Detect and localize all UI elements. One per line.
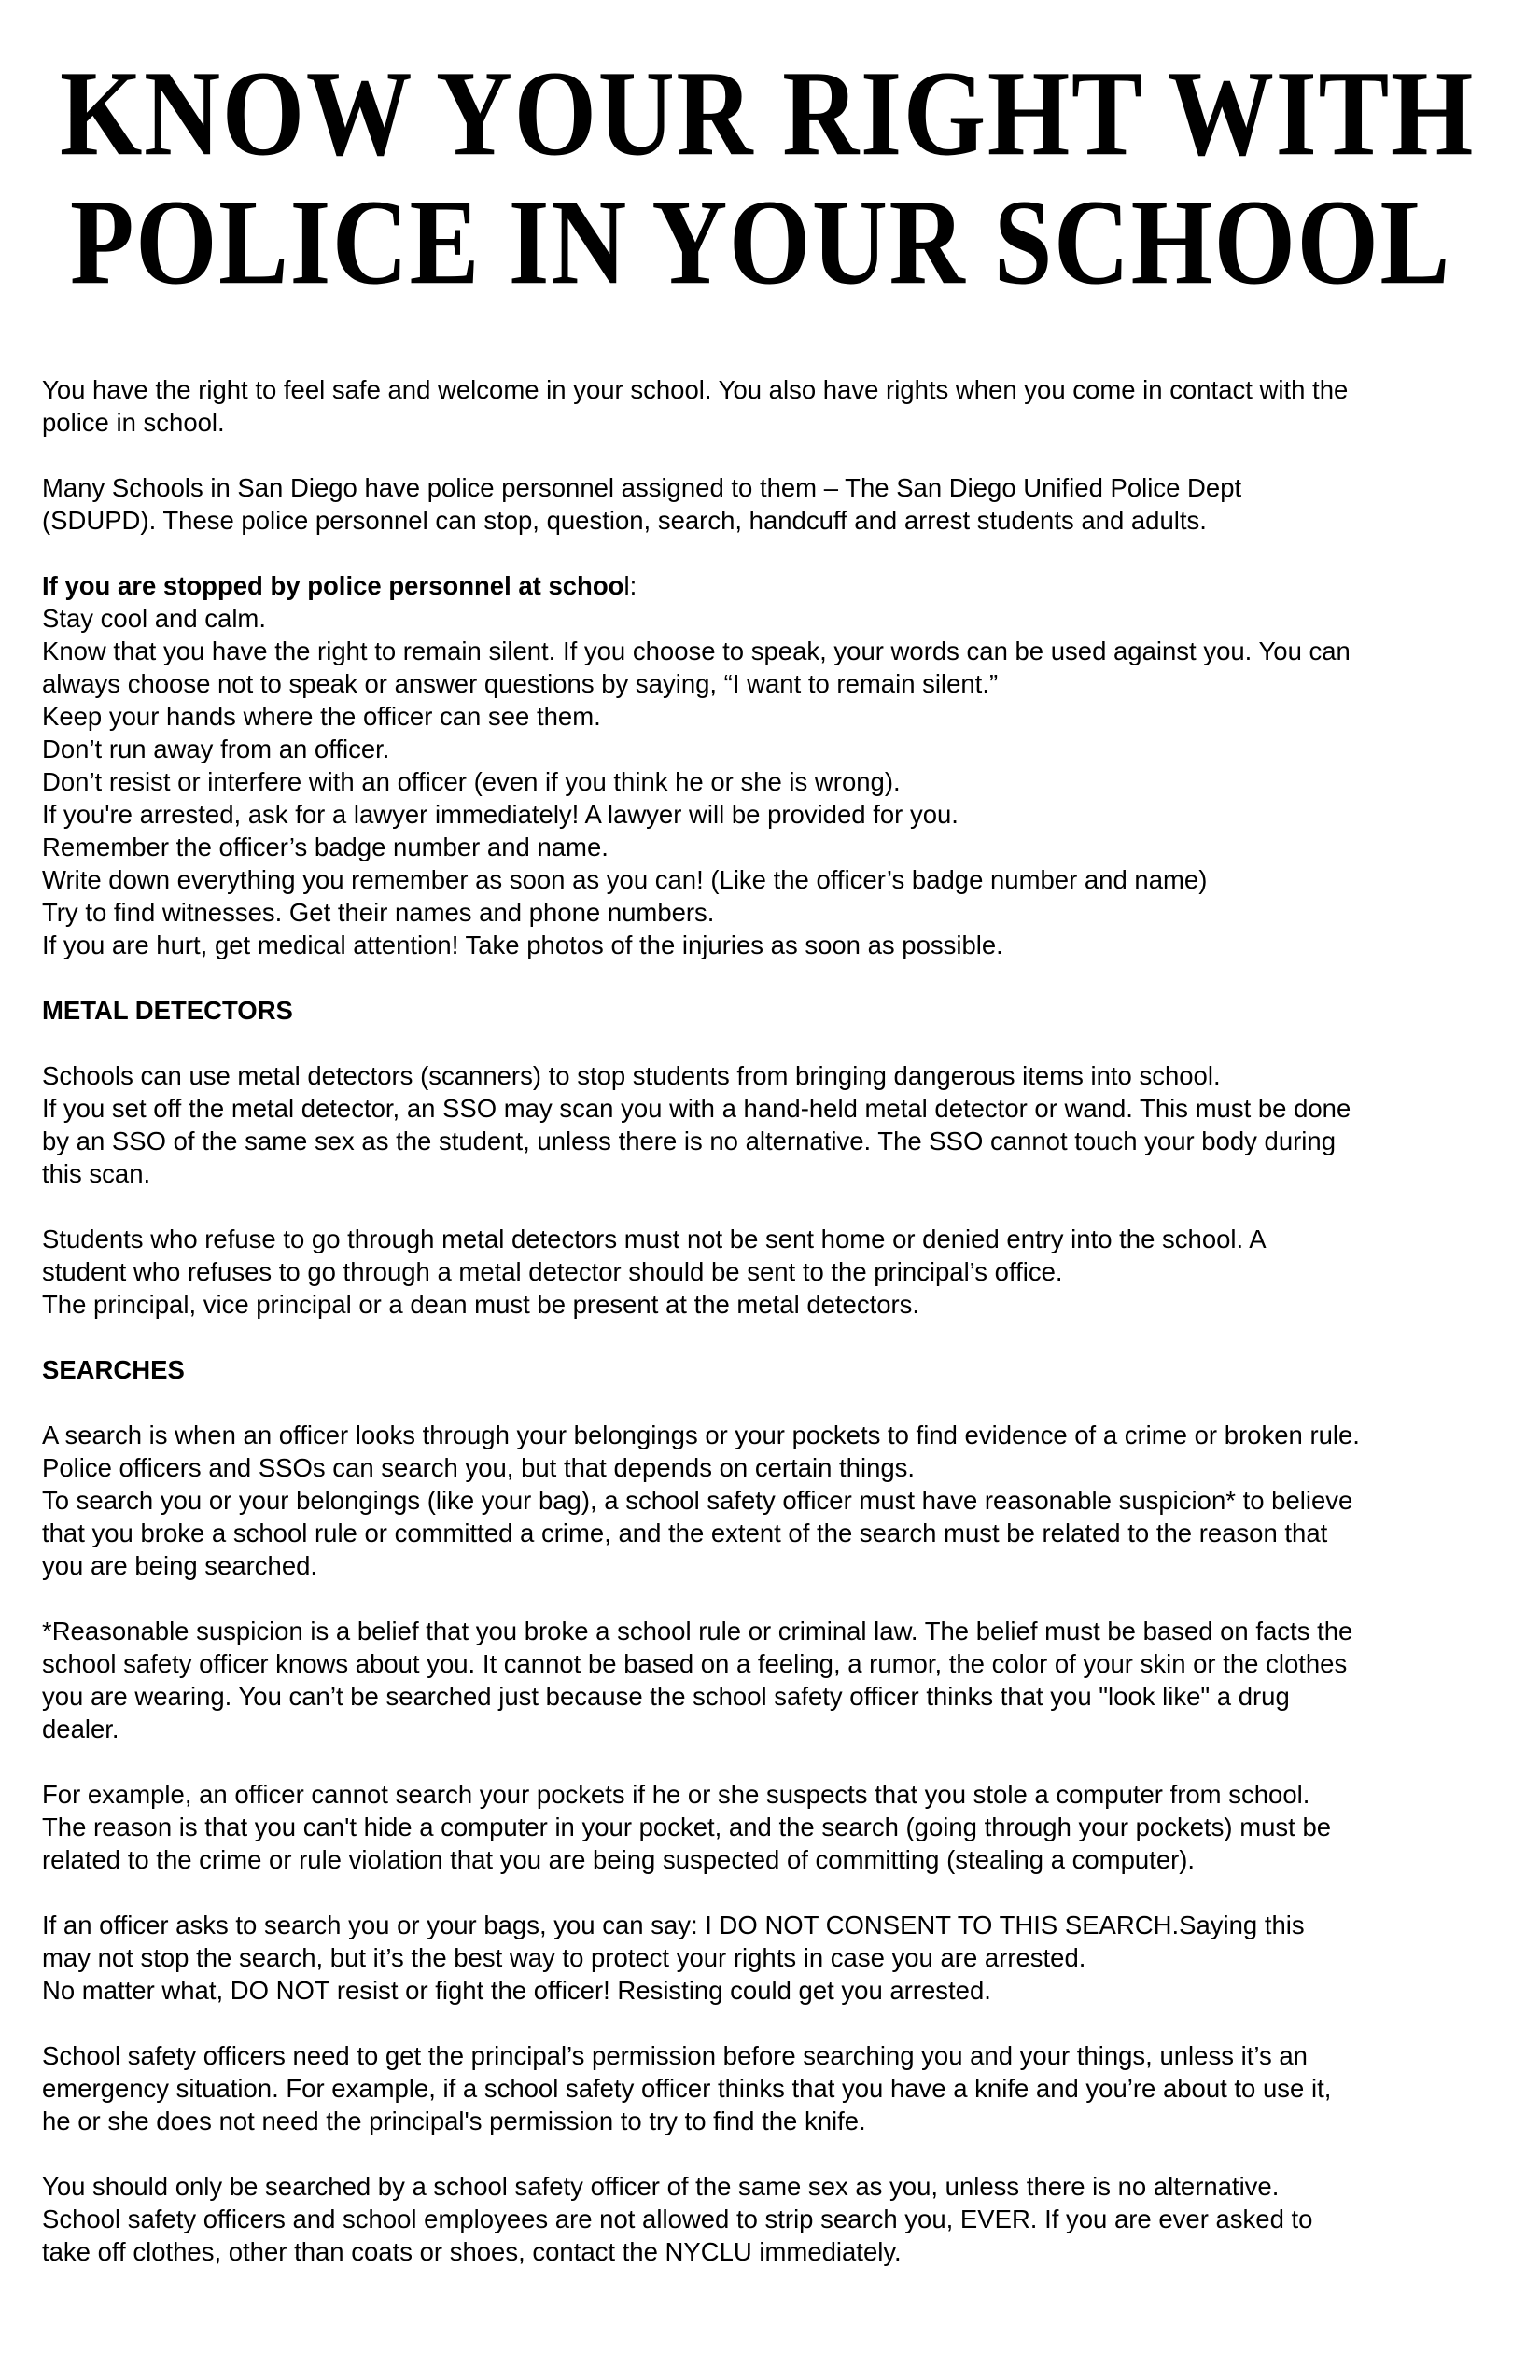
text-line: dealer. <box>42 1715 119 1743</box>
text-line: related to the crime or rule violation that you are being suspected of committing (stealing a computer). <box>42 1845 1196 1874</box>
text-line: school safety officer knows about you. It cannot be based on a feeling, a rumor, the color of your skin or the clothes <box>42 1649 1348 1678</box>
paragraph-spacer <box>42 439 1507 471</box>
text-line: *Reasonable suspicion is a belief that you broke a school rule or criminal law. The belief must be based on facts the <box>42 1617 1353 1645</box>
paragraph-spacer <box>42 2007 1507 2039</box>
text-line: To search you or your belongings (like your bag), a school safety officer must have reasonable suspicion* to believe <box>42 1486 1353 1515</box>
list-item: Don’t resist or interfere with an officer (even if you think he or she is wrong). <box>42 767 901 796</box>
list-item: Know that you have the right to remain silent. If you choose to speak, your words can be used against you. You can <box>42 637 1351 665</box>
text-line: by an SSO of the same sex as the student, unless there is no alternative. The SSO cannot touch your body during <box>42 1127 1336 1155</box>
text-line: For example, an officer cannot search your pockets if he or she suspects that you stole a computer from school. <box>42 1780 1310 1809</box>
stopped-heading-bold: If you are stopped by police personnel at schoo <box>42 571 624 600</box>
intro-paragraph-2 <box>42 471 1507 537</box>
stopped-section <box>42 569 1507 961</box>
text-line: Many Schools in San Diego have police personnel assigned to them – The San Diego Unified Police Dept <box>42 473 1242 502</box>
text-line: you are being searched. <box>42 1551 318 1580</box>
paragraph-spacer <box>42 1745 1507 1778</box>
text-line: Students who refuse to go through metal detectors must not be sent home or denied entry into the school. A <box>42 1225 1267 1253</box>
text-line: police in school. <box>42 408 225 437</box>
list-item: Write down everything you remember as soon as you can! (Like the officer’s badge number and name) <box>42 865 1208 894</box>
text-line: No matter what, DO NOT resist or fight the officer! Resisting could get you arrested. <box>42 1976 991 2005</box>
list-item: Try to find witnesses. Get their names and phone numbers. <box>42 898 715 927</box>
text-line: student who refuses to go through a metal detector should be sent to the principal’s office. <box>42 1257 1063 1286</box>
text-line: take off clothes, other than coats or shoes, contact the NYCLU immediately. <box>42 2237 902 2266</box>
section-heading-searches: SEARCHES <box>42 1355 185 1384</box>
text-line: You should only be searched by a school safety officer of the same sex as you, unless there is no alternative. <box>42 2172 1280 2201</box>
list-item: always choose not to speak or answer questions by saying, “I want to remain silent.” <box>42 669 999 698</box>
text-line: If an officer asks to search you or your bags, you can say: I DO NOT CONSENT TO THIS SEARCH.Saying this <box>42 1911 1305 1939</box>
list-item: If you are hurt, get medical attention! Take photos of the injuries as soon as possible. <box>42 931 1003 959</box>
paragraph-spacer <box>42 1386 1507 1419</box>
text-line: A search is when an officer looks through your belongings or your pockets to find evidence of a crime or broken rule. <box>42 1421 1360 1449</box>
list-item: Remember the officer’s badge number and name. <box>42 833 609 861</box>
document-body <box>42 373 1507 2268</box>
searches-section <box>42 1353 1507 2268</box>
paragraph-spacer <box>42 1876 1507 1909</box>
paragraph-spacer <box>42 1190 1507 1223</box>
paragraph-spacer <box>42 1027 1507 1059</box>
section-heading-metal-detectors: METAL DETECTORS <box>42 996 293 1025</box>
text-line: Police officers and SSOs can search you, but that depends on certain things. <box>42 1453 916 1482</box>
text-line: The reason is that you can't hide a computer in your pocket, and the search (going through your pockets) must be <box>42 1813 1332 1841</box>
text-line: may not stop the search, but it’s the best way to protect your rights in case you are arrested. <box>42 1943 1086 1972</box>
paragraph-spacer <box>42 1321 1507 1353</box>
stopped-heading <box>42 569 1507 602</box>
stopped-heading-rest: l: <box>623 571 637 600</box>
paragraph-spacer <box>42 1582 1507 1615</box>
text-line: If you set off the metal detector, an SSO may scan you with a hand-held metal detector or wand. This must be done <box>42 1094 1351 1123</box>
list-item: If you're arrested, ask for a lawyer immediately! A lawyer will be provided for you. <box>42 800 959 829</box>
metal-detectors-section <box>42 994 1507 1321</box>
text-line: You have the right to feel safe and welcome in your school. You also have rights when you come in contact with the <box>42 375 1349 404</box>
intro-paragraph-1 <box>42 373 1507 439</box>
paragraph-spacer <box>42 2137 1507 2170</box>
text-line: you are wearing. You can’t be searched just because the school safety officer thinks that you "look like" a drug <box>42 1682 1290 1711</box>
text-line: Schools can use metal detectors (scanners) to stop students from bringing dangerous items into school. <box>42 1061 1221 1090</box>
text-line: that you broke a school rule or committed a crime, and the extent of the search must be related to the reason that <box>42 1519 1328 1547</box>
text-line: he or she does not need the principal's permission to try to find the knife. <box>42 2107 866 2135</box>
title-line-2: POLICE IN YOUR SCHOOL <box>70 174 1451 310</box>
text-line: this scan. <box>42 1159 151 1188</box>
list-item: Keep your hands where the officer can see them. <box>42 702 601 731</box>
text-line: School safety officers need to get the principal’s permission before searching you and your things, unless it’s an <box>42 2041 1308 2070</box>
text-line: School safety officers and school employees are not allowed to strip search you, EVER. If you are ever asked to <box>42 2205 1313 2233</box>
text-line: (SDUPD). These police personnel can stop, question, search, handcuff and arrest students and adults. <box>42 506 1207 535</box>
paragraph-spacer <box>42 961 1507 994</box>
text-line: emergency situation. For example, if a school safety officer thinks that you have a knife and you’re about to use it, <box>42 2074 1332 2103</box>
list-item: Stay cool and calm. <box>42 604 266 633</box>
list-item: Don’t run away from an officer. <box>42 735 390 763</box>
title-line-1: KNOW YOUR RIGHT WITH <box>60 45 1475 181</box>
text-line: The principal, vice principal or a dean must be present at the metal detectors. <box>42 1290 920 1319</box>
paragraph-spacer <box>42 537 1507 569</box>
